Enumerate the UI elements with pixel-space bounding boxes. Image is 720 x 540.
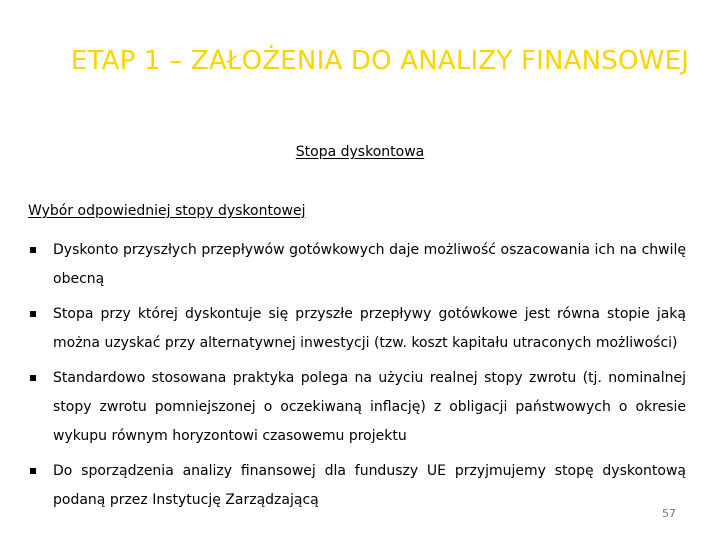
square-bullet-icon: [30, 311, 36, 317]
bullet-text: Stopa przy której dyskontuje się przyszłe przepływy gotówkowe jest równa stopie jaką można uzyskać przy alternatywnej inwestycji (tzw. koszt kapitału utraconych możliwości): [53, 306, 686, 351]
bullet-item: [28, 300, 686, 358]
section-heading: Wybór odpowiedniej stopy dyskontowej: [28, 203, 306, 219]
bullet-text: Dyskonto przyszłych przepływów gotówkowych daje możliwość oszacowania ich na chwilę obecną: [53, 242, 686, 287]
bullet-item: [28, 457, 686, 515]
bullet-list: [28, 236, 686, 521]
bullet-item: [28, 364, 686, 451]
page-number: 57: [662, 507, 676, 520]
bullet-item: [28, 236, 686, 294]
slide-title: ETAP 1 – ZAŁOŻENIA DO ANALIZY FINANSOWEJ: [70, 46, 690, 76]
square-bullet-icon: [30, 375, 36, 381]
square-bullet-icon: [30, 247, 36, 253]
bullet-text: Do sporządzenia analizy finansowej dla funduszy UE przyjmujemy stopę dyskontową podaną przez Instytucję Zarządzającą: [53, 463, 686, 508]
slide-subtitle: Stopa dyskontowa: [295, 144, 425, 160]
bullet-text: Standardowo stosowana praktyka polega na użyciu realnej stopy zwrotu (tj. nominalnej stopy zwrotu pomniejszonej o oczekiwaną inflację) z obligacji państwowych o okresie wykupu równym horyzontowi czasowemu projektu: [53, 370, 686, 444]
square-bullet-icon: [30, 468, 36, 474]
